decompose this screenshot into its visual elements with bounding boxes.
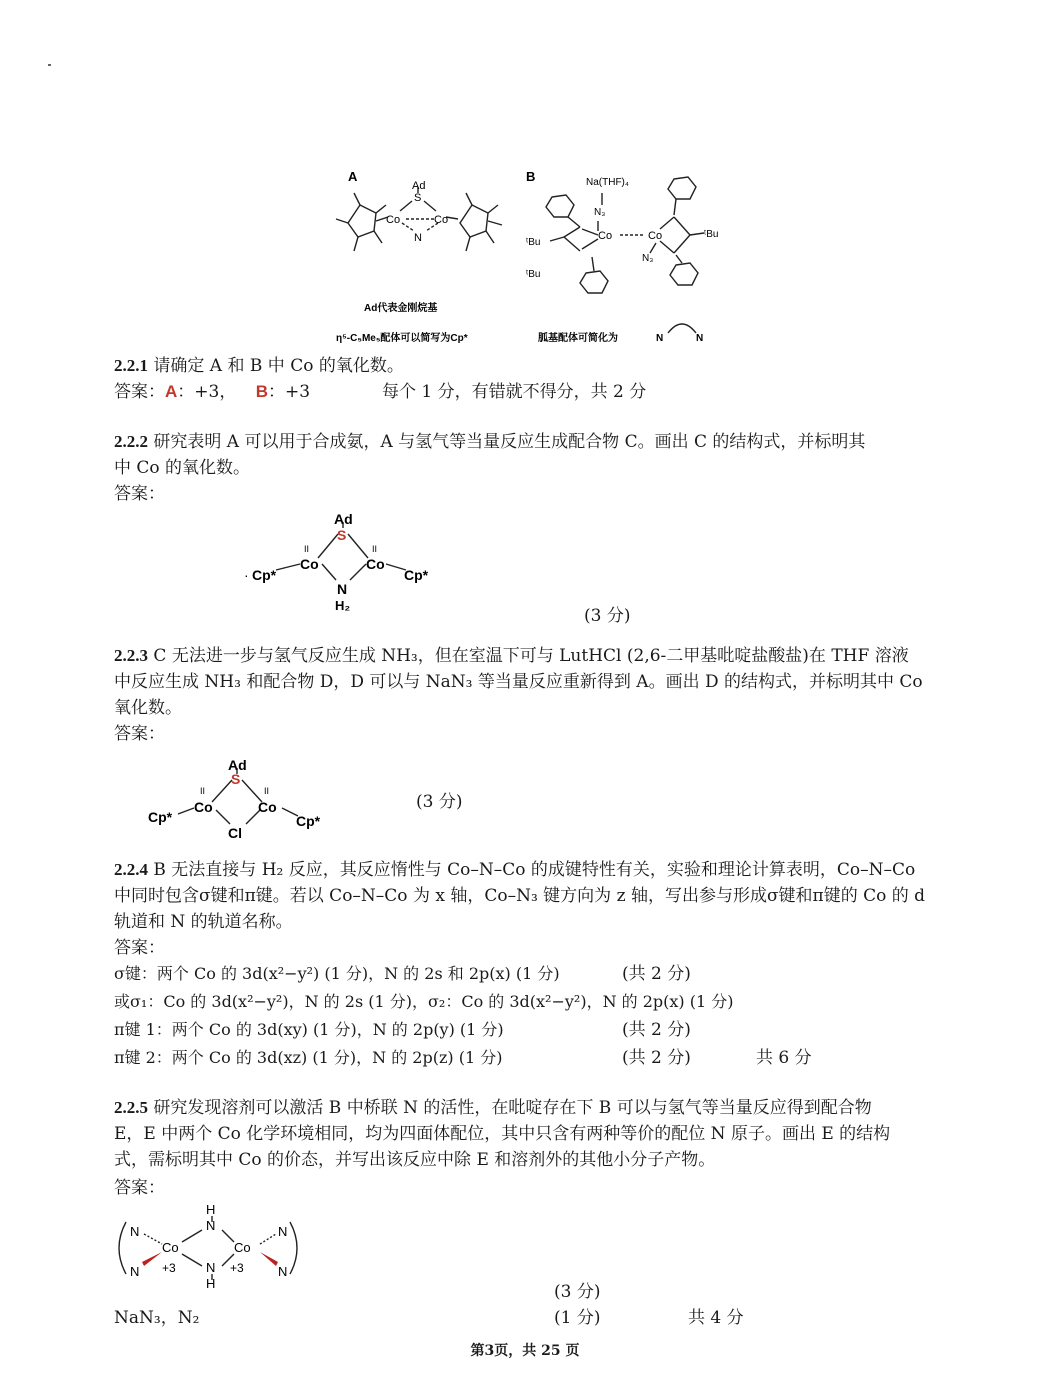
q223-answer-label: 答案： <box>114 724 165 744</box>
c-s: S <box>337 527 347 543</box>
e-h-top: H <box>206 1202 216 1217</box>
e-n-tl: N <box>130 1224 140 1239</box>
c-co-left: Co <box>300 556 319 572</box>
q221-score: 每个 1 分，有错就不得分，共 2 分 <box>382 382 647 402</box>
q224-ans-pi1-score: (共 2 分) <box>622 1020 691 1040</box>
b-n3-bottom: N₃ <box>642 253 654 264</box>
c-ox-left: II <box>304 544 310 554</box>
c-co-right: Co <box>366 556 385 572</box>
e-co-right: Co <box>234 1240 251 1255</box>
c-dot: · <box>244 567 249 583</box>
caption-n-right: N <box>696 333 704 344</box>
caption-ad: Ad代表金刚烷基 <box>364 303 438 314</box>
cp-ring-left <box>348 205 376 237</box>
d-ox-left: II <box>200 786 206 796</box>
d-ox-right: II <box>264 786 270 796</box>
q225-line1: 2.2.5 研究发现溶剂可以激活 B 中桥联 N 的活性，在吡啶存在下 B 可以与氢气等当量反应得到配合物 <box>114 1098 872 1118</box>
d-s: S <box>231 771 241 787</box>
q225-score1: (3 分) <box>554 1282 601 1302</box>
q225-line2: E，E 中两个 Co 化学环境相同，均为四面体配位，其中只含有两种等价的配位 N 原子。画出 E 的结构 <box>114 1124 891 1144</box>
q224-ans-pi1: π键 1：两个 Co 的 3d(xy) (1 分)，N 的 2p(y) (1 分) <box>114 1020 504 1039</box>
structure-c <box>240 506 450 616</box>
e-co-left: Co <box>162 1240 179 1255</box>
q224-ans-sigma-alt: 或σ₁：Co 的 3d(x²−y²)，N 的 2s (1 分)，σ₂：Co 的 3d(x²−y²)，N 的 2p(x) (1 分) <box>114 992 734 1011</box>
q224-line3: 轨道和 N 的轨道名称。 <box>114 912 293 932</box>
d-co-right: Co <box>258 799 277 815</box>
q223-line3: 氧化数。 <box>114 698 182 718</box>
q224-ans-sigma-score: (共 2 分) <box>622 964 691 984</box>
q225-total: 共 4 分 <box>688 1308 744 1328</box>
q222-line2: 中 Co 的氧化数。 <box>114 458 251 478</box>
e-n-top: N <box>206 1218 216 1233</box>
q223-line2: 中反应生成 NH₃ 和配合物 D，D 可以与 NaN₃ 等当量反应重新得到 A。画出 D 的结构式，并标明其中 Co <box>114 672 923 692</box>
b-co-right: Co <box>648 230 663 242</box>
e-ox-right: +3 <box>230 1261 244 1275</box>
a-s: S <box>414 192 422 204</box>
b-tbu-2: ᵗBu <box>526 237 541 248</box>
q225-line3: 式，需标明其中 Co 的价态，并写出该反应中除 E 和溶剂外的其他小分子产物。 <box>114 1150 716 1170</box>
structure-d <box>146 752 346 842</box>
a-co-left: Co <box>386 214 401 226</box>
q225-products: NaN₃，N₂ <box>114 1308 200 1328</box>
q224-answer-label: 答案： <box>114 938 165 958</box>
cp-ring-right <box>460 205 488 237</box>
q221-answer: 答案：A：+3， B：+3 <box>114 382 311 402</box>
e-h-bottom: H <box>206 1276 216 1290</box>
b-tbu-3: ᵗBu <box>526 269 541 280</box>
caption-n-left: N <box>656 333 664 344</box>
q222-answer-label: 答案： <box>114 484 165 504</box>
q223-line1: 2.2.3 C 无法进一步与氢气反应生成 NH₃，但在室温下可与 LutHCl (2,6-二甲基吡啶盐酸盐)在 THF 溶液 <box>114 646 909 666</box>
caption-guan: 胍基配体可简化为 <box>538 333 618 344</box>
q224-ans-pi2: π键 2：两个 Co 的 3d(xz) (1 分)，N 的 2p(z) (1 分) <box>114 1048 503 1067</box>
d-ad: Ad <box>228 757 247 773</box>
e-ox-left: +3 <box>162 1261 176 1275</box>
c-n: N <box>337 581 348 597</box>
q225-score2: (1 分) <box>554 1308 601 1328</box>
d-cp-right: Cp* <box>296 813 321 829</box>
structure-e <box>110 1200 310 1290</box>
a-n: N <box>414 232 422 244</box>
figure-complexes <box>330 165 720 345</box>
q224-total: 共 6 分 <box>756 1048 812 1068</box>
e-n-bottom: N <box>206 1260 216 1275</box>
q224-line2: 中同时包含σ键和π键。若以 Co–N–Co 为 x 轴，Co–N₃ 键方向为 z 轴，写出参与形成σ键和π键的 Co 的 d <box>114 886 926 906</box>
q222-line1: 2.2.2 研究表明 A 可以用于合成氨，A 与氢气等当量反应生成配合物 C。画出 C 的结构式，并标明其 <box>114 432 866 452</box>
caption-cp: η⁵-C₅Me₅配体可以简写为Cp* <box>336 333 468 344</box>
label-b: B <box>526 169 536 184</box>
page-footer: 第3页，共 25 页 <box>470 1343 580 1359</box>
b-tbu-1: ᵗBu <box>704 229 719 240</box>
d-cl: Cl <box>228 825 242 841</box>
a-ad: Ad <box>412 180 426 192</box>
b-na: Na(THF)₄ <box>586 177 629 188</box>
e-n-br: N <box>278 1264 288 1279</box>
q221-question: 2.2.1 请确定 A 和 B 中 Co 的氧化数。 <box>114 356 404 376</box>
q224-ans-sigma: σ键：两个 Co 的 3d(x²−y²) (1 分)，N 的 2s 和 2p(x) (1 分) <box>114 964 560 983</box>
c-cp-left: Cp* <box>252 567 277 583</box>
scan-dot <box>48 64 51 66</box>
d-cp-left: Cp* <box>148 809 173 825</box>
q223-score: (3 分) <box>416 792 463 812</box>
c-h2: H₂ <box>335 598 351 613</box>
e-n-tr: N <box>278 1224 288 1239</box>
label-a: A <box>348 169 358 184</box>
d-co-left: Co <box>194 799 213 815</box>
b-co-left: Co <box>598 230 613 242</box>
b-n3-top: N₃ <box>594 207 606 218</box>
q224-line1: 2.2.4 B 无法直接与 H₂ 反应，其反应惰性与 Co–N–Co 的成键特性有关，实验和理论计算表明，Co–N–Co <box>114 860 916 880</box>
c-cp-right: Cp* <box>404 567 429 583</box>
q224-ans-pi2-score: (共 2 分) <box>622 1048 691 1068</box>
e-n-bl: N <box>130 1264 140 1279</box>
a-co-right: Co <box>434 214 449 226</box>
c-ad: Ad <box>334 511 353 527</box>
c-ox-right: II <box>372 544 378 554</box>
q222-score: (3 分) <box>584 606 631 626</box>
q225-answer-label: 答案： <box>114 1178 165 1198</box>
